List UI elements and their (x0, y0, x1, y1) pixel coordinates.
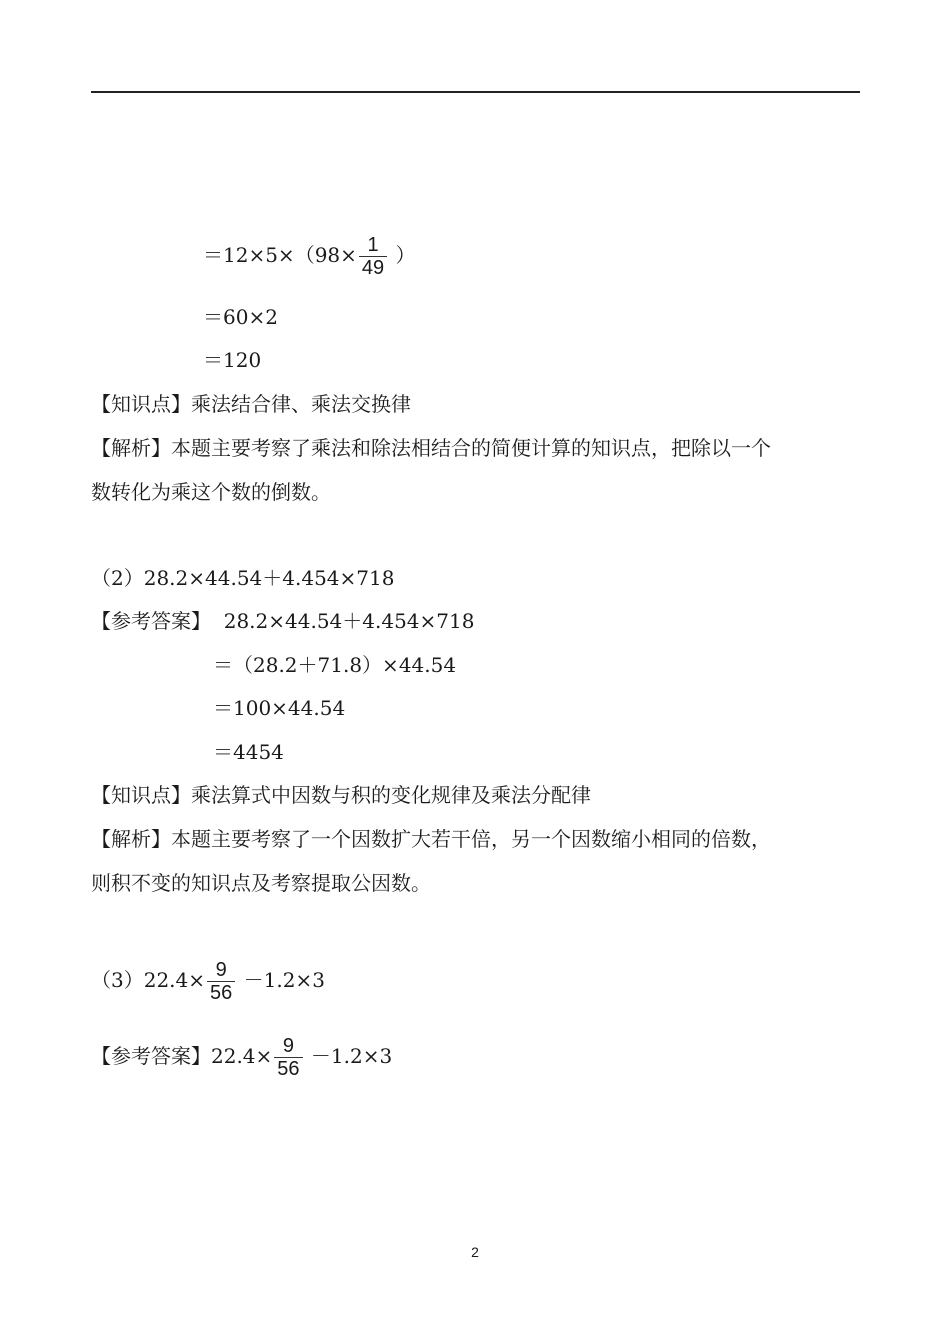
q1-analysis-line-2: 数转化为乘这个数的倒数。 (91, 480, 331, 504)
fraction-numerator: 9 (274, 1035, 302, 1058)
q3-question-text: （3）22.4× (91, 968, 206, 992)
q2-answer-expression: 28.2×44.54＋4.454×718 (223, 609, 475, 633)
q2-question: （2）28.2×44.54＋4.454×718 (91, 566, 395, 590)
q1-analysis-line-1: 【解析】本题主要考察了乘法和除法相结合的简便计算的知识点，把除以一个 (91, 436, 771, 460)
q1-step-1-text: ＝12×5×（98× (203, 243, 357, 267)
q3-question-rest: －1.2×3 (243, 968, 325, 992)
q2-analysis-line-1: 【解析】本题主要考察了一个因数扩大若干倍，另一个因数缩小相同的倍数， (91, 827, 771, 851)
q2-step-2: ＝100×44.54 (213, 696, 346, 720)
fraction-denominator: 56 (210, 982, 233, 1004)
fraction-denominator: 56 (277, 1058, 300, 1080)
q1-knowledge: 【知识点】乘法结合律、乘法交换律 (91, 392, 411, 416)
fraction-denominator: 49 (361, 257, 385, 279)
answer-label: 【参考答案】 (91, 609, 211, 633)
q3-question (91, 959, 325, 1004)
q1-step-2: ＝60×2 (203, 305, 278, 329)
fraction-numerator: 1 (359, 234, 387, 257)
fraction-numerator: 9 (207, 959, 235, 982)
fraction-9-56 (207, 959, 235, 1004)
q3-answer (91, 1035, 392, 1080)
q3-answer-text: 22.4× (211, 1044, 273, 1068)
q2-answer (91, 608, 474, 634)
q2-step-3: ＝4454 (213, 740, 284, 764)
answer-label: 【参考答案】 (91, 1044, 211, 1068)
header-rule (91, 91, 860, 93)
q1-step-1-close: ） (395, 243, 416, 267)
page-number: 2 (471, 1244, 479, 1260)
q1-step-1 (203, 234, 416, 279)
q1-step-3: ＝120 (203, 348, 262, 372)
fraction-1-49 (359, 234, 387, 279)
q2-analysis-line-2: 则积不变的知识点及考察提取公因数。 (91, 871, 431, 895)
q2-step-1: ＝（28.2＋71.8）×44.54 (213, 653, 457, 677)
q3-answer-rest: －1.2×3 (310, 1044, 393, 1068)
fraction-9-56 (274, 1035, 302, 1080)
q2-knowledge: 【知识点】乘法算式中因数与积的变化规律及乘法分配律 (91, 783, 591, 807)
